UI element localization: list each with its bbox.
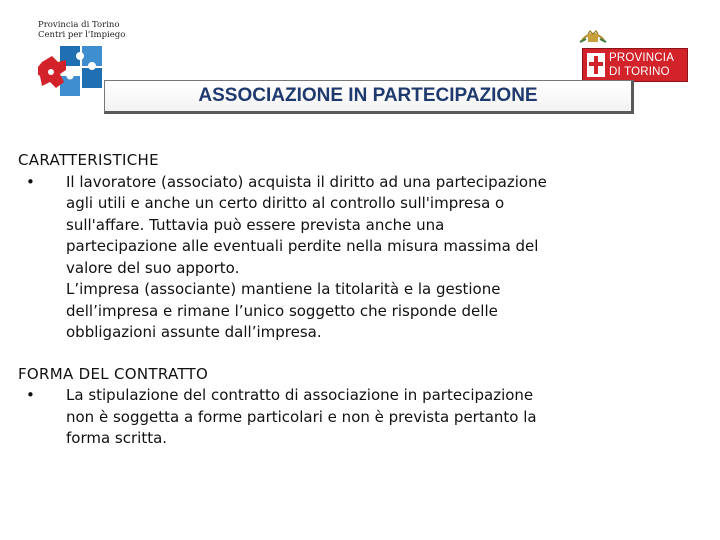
text-line: Il lavoratore (associato) acquista il diritto ad una partecipazione: [66, 172, 547, 191]
puzzle-pieces-icon: [38, 44, 104, 98]
province-logo-line-2: DI TORINO: [609, 66, 670, 78]
crest-icon: [578, 30, 608, 48]
page-title: ASSOCIAZIONE IN PARTECIPAZIONE: [198, 85, 538, 106]
section-heading: FORMA DEL CONTRATTO: [18, 364, 209, 383]
flag-icon: [587, 53, 605, 77]
section-heading: CARATTERISTICHE: [18, 151, 159, 169]
text-line: agli utili e anche un certo diritto al controllo sull'impresa o: [66, 194, 505, 212]
text-line: obbligazioni assunte dall’impresa.: [66, 323, 322, 341]
text-line: valore del suo apporto.: [66, 258, 240, 277]
org-header: [38, 20, 148, 40]
bullet-marker: •: [26, 172, 35, 191]
text-line: La stipulazione del contratto di associazione in partecipazione: [66, 386, 534, 404]
province-badge: [582, 48, 688, 82]
bullet-item: [18, 385, 678, 450]
province-logo-line-1: PROVINCIA: [609, 52, 675, 64]
content-body: [18, 150, 678, 450]
title-box: [104, 80, 634, 114]
text-line: forma scritta.: [66, 429, 168, 447]
text-line: L’impresa (associante) mantiene la titolarità e la gestione: [66, 280, 501, 298]
bullet-marker: •: [26, 386, 35, 404]
text-line: dell’impresa e rimane l’unico soggetto che risponde delle: [66, 301, 498, 320]
text-line: non è soggetta a forme particolari e non è prevista pertanto la: [66, 407, 537, 426]
org-line-2: Centri per l'Impiego: [38, 30, 126, 40]
org-line-1: Provincia di Torino: [38, 20, 120, 30]
bullet-item: [18, 172, 678, 344]
province-logo: [576, 28, 686, 82]
section-characteristics: [18, 150, 678, 344]
text-line: partecipazione alle eventuali perdite nella misura massima del: [66, 237, 539, 255]
section-contract-form: [18, 364, 678, 450]
section-gap: [18, 344, 678, 364]
text-line: sull'affare. Tuttavia può essere prevista anche una: [66, 215, 445, 234]
